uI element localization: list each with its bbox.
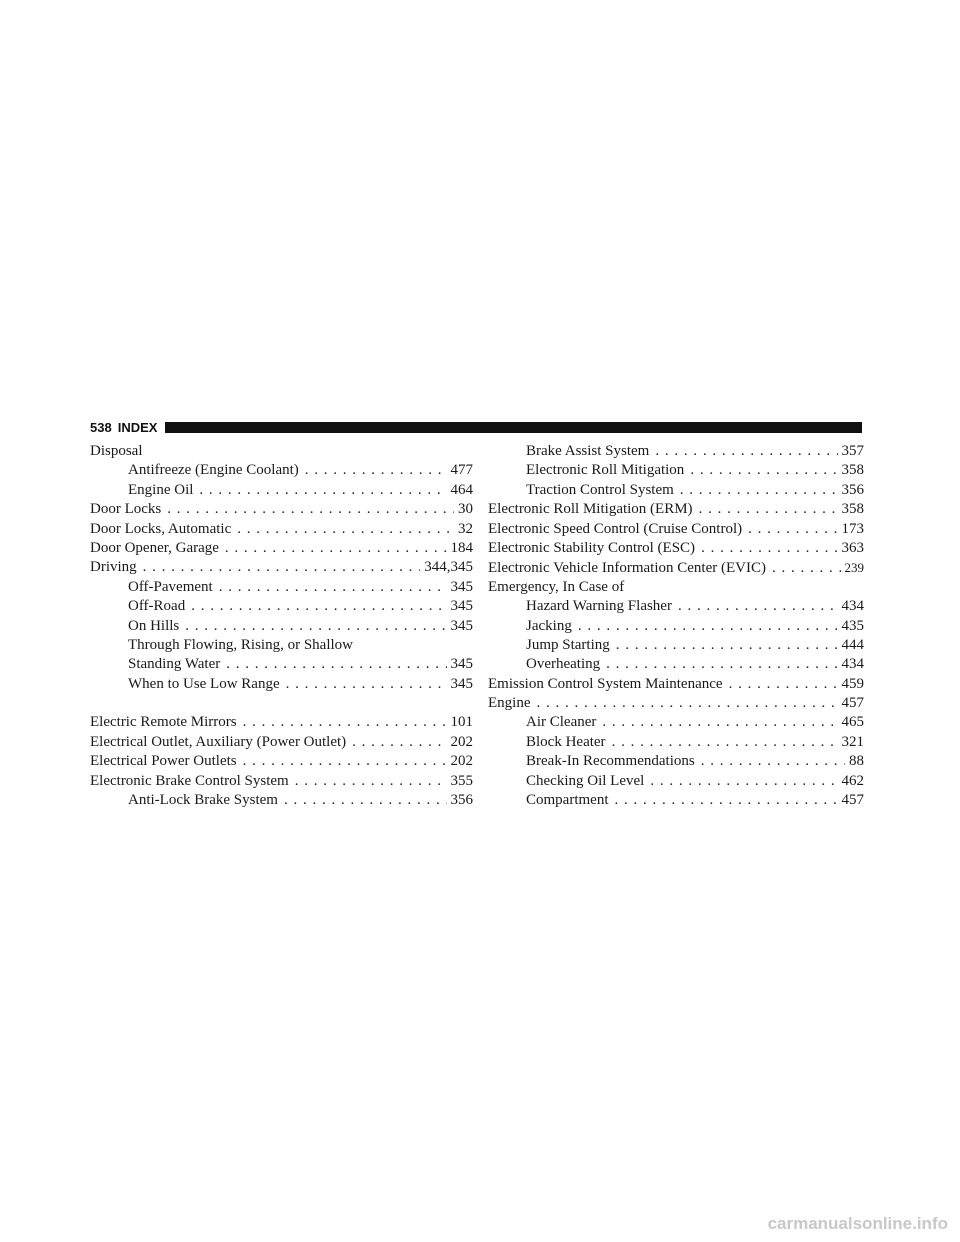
index-entry-term: Electronic Brake Control System bbox=[90, 772, 289, 789]
index-entry bbox=[488, 442, 864, 461]
index-entry-leader bbox=[650, 772, 837, 791]
index-entry-leader bbox=[606, 655, 837, 674]
index-entry-page: 321 bbox=[841, 733, 864, 750]
index-entry-leader bbox=[701, 539, 837, 558]
index-entry-term: Hazard Warning Flasher bbox=[526, 598, 672, 615]
index-entry-term: Electronic Stability Control (ESC) bbox=[488, 539, 696, 556]
index-entry-leader bbox=[243, 752, 447, 771]
index-column-left bbox=[90, 442, 473, 810]
index-entry-leader bbox=[612, 733, 838, 752]
index-entry-leader bbox=[295, 772, 447, 791]
index-entry-leader bbox=[191, 597, 446, 616]
index-entry bbox=[488, 617, 864, 636]
index-entry-term: Electric Remote Mirrors bbox=[90, 714, 237, 731]
index-entry-page: 358 bbox=[841, 501, 864, 518]
index-entry-page: 356 bbox=[450, 792, 473, 809]
index-entry bbox=[488, 461, 864, 480]
index-entry bbox=[90, 675, 473, 694]
index-entry-leader bbox=[243, 713, 447, 732]
index-entry-term: Electronic Speed Control (Cruise Control) bbox=[488, 520, 743, 537]
index-entry-term: Electronic Vehicle Information Center (EVIC) bbox=[488, 560, 766, 577]
index-entry-leader bbox=[678, 597, 838, 616]
index-entry-term: Electronic Roll Mitigation (ERM) bbox=[488, 501, 693, 518]
index-entry-page: 464 bbox=[450, 481, 473, 498]
index-entry-page: 101 bbox=[450, 714, 473, 731]
index-entry-leader bbox=[286, 675, 447, 694]
index-entry-leader bbox=[578, 617, 838, 636]
index-entry-term: Brake Assist System bbox=[526, 443, 650, 459]
index-entry-leader bbox=[690, 461, 837, 480]
index-entry-page: 30 bbox=[458, 501, 473, 518]
index-entry-page: 358 bbox=[841, 462, 864, 479]
index-entry-page: 202 bbox=[450, 733, 473, 750]
index-entry-leader bbox=[219, 578, 447, 597]
index-entry bbox=[90, 539, 473, 558]
index-entry bbox=[488, 539, 864, 558]
index-entry-leader bbox=[680, 481, 838, 500]
index-entry-leader bbox=[772, 559, 841, 578]
index-entry-page: 462 bbox=[841, 772, 864, 789]
index-entry bbox=[90, 617, 473, 636]
index-entry bbox=[90, 500, 473, 519]
index-entry bbox=[488, 791, 864, 810]
index-entry-page: 239 bbox=[844, 560, 864, 576]
index-entry-page: 184 bbox=[450, 539, 473, 556]
index-entry-leader bbox=[167, 500, 454, 519]
index-entry-term: Door Locks bbox=[90, 501, 162, 518]
index-entry bbox=[90, 655, 473, 674]
index-entry bbox=[90, 772, 473, 791]
index-entry bbox=[488, 500, 864, 519]
index-entry-page: 357 bbox=[841, 443, 864, 459]
index-entry-term: Anti-Lock Brake System bbox=[128, 792, 278, 809]
index-entry-leader bbox=[537, 694, 838, 713]
index-entry-leader bbox=[602, 713, 837, 732]
index-entry bbox=[488, 772, 864, 791]
index-entry-leader bbox=[729, 675, 838, 694]
index-entry-term: Block Heater bbox=[526, 733, 606, 750]
index-entry-page: 32 bbox=[458, 520, 473, 537]
index-entry-term: Compartment bbox=[526, 792, 609, 809]
index-entry bbox=[90, 713, 473, 732]
section-title: INDEX bbox=[117, 419, 158, 435]
watermark: carmanualsonline.info bbox=[767, 1214, 948, 1233]
index-entry-leader bbox=[185, 617, 446, 636]
index-entry-term: Emission Control System Maintenance bbox=[488, 675, 723, 692]
index-entry bbox=[90, 597, 473, 616]
index-entry-term: Electrical Outlet, Auxiliary (Power Outlet) bbox=[90, 733, 347, 750]
index-entry bbox=[488, 752, 864, 771]
index-entry bbox=[488, 733, 864, 752]
index-entry-page: 435 bbox=[841, 617, 864, 634]
index-entry bbox=[488, 655, 864, 674]
index-entry-term: Door Locks, Automatic bbox=[90, 520, 232, 537]
index-entry-leader bbox=[237, 520, 454, 539]
index-entry bbox=[90, 442, 473, 461]
index-entry-page: 344,345 bbox=[424, 559, 473, 576]
index-entry-term: Driving bbox=[90, 559, 137, 576]
index-entry-leader bbox=[615, 791, 838, 810]
index-entry bbox=[90, 752, 473, 771]
index-entry-term: Off-Pavement bbox=[128, 578, 213, 595]
index-entry-leader bbox=[616, 636, 838, 655]
index-entry-leader bbox=[284, 791, 447, 810]
index-entry-term: Disposal bbox=[90, 443, 143, 459]
index-entry bbox=[488, 520, 864, 539]
index-entry-leader bbox=[655, 442, 837, 461]
index-entry-leader bbox=[748, 520, 837, 539]
index-entry-page: 465 bbox=[841, 714, 864, 731]
index-entry-leader bbox=[199, 481, 446, 500]
index-entry-term: Air Cleaner bbox=[526, 714, 597, 731]
index-entry-page: 477 bbox=[450, 462, 473, 479]
index-entry-page: 434 bbox=[841, 656, 864, 673]
index-entry-page: 345 bbox=[450, 675, 473, 692]
index-entry-page: 88 bbox=[849, 753, 864, 770]
index-entry bbox=[90, 636, 473, 655]
index-entry-page: 345 bbox=[450, 617, 473, 634]
index-entry-term: On Hills bbox=[128, 617, 180, 634]
index-entry-term: Jacking bbox=[526, 617, 572, 634]
index-entry bbox=[90, 791, 473, 810]
index-entry-page: 356 bbox=[841, 481, 864, 498]
index-entry-term: Standing Water bbox=[128, 656, 221, 673]
index-entry-leader bbox=[352, 733, 446, 752]
index-entry bbox=[488, 636, 864, 655]
index-entry-page: 444 bbox=[841, 636, 864, 653]
index-entry-page: 459 bbox=[841, 675, 864, 692]
index-spacer bbox=[90, 694, 473, 713]
index-entry bbox=[90, 481, 473, 500]
index-entry-leader bbox=[305, 461, 447, 480]
index-entry-term: Off-Road bbox=[128, 598, 186, 615]
index-entry bbox=[90, 558, 473, 577]
index-entry-term: Emergency, In Case of bbox=[488, 578, 625, 595]
index-entry bbox=[90, 461, 473, 480]
index-entry-term: When to Use Low Range bbox=[128, 675, 280, 692]
index-entry bbox=[488, 578, 864, 597]
index-entry-term: Door Opener, Garage bbox=[90, 539, 219, 556]
index-entry bbox=[488, 481, 864, 500]
index-entry bbox=[488, 597, 864, 616]
index-entry bbox=[90, 520, 473, 539]
index-entry-page: 345 bbox=[450, 656, 473, 673]
index-entry bbox=[488, 558, 864, 577]
index-column-right bbox=[488, 442, 864, 810]
index-entry-term: Through Flowing, Rising, or Shallow bbox=[128, 636, 354, 653]
index-entry-leader bbox=[701, 752, 845, 771]
index-entry-leader bbox=[226, 655, 446, 674]
index-entry-leader bbox=[225, 539, 447, 558]
index-entry bbox=[488, 675, 864, 694]
index-entry-term: Electrical Power Outlets bbox=[90, 753, 237, 770]
page-header bbox=[90, 418, 862, 436]
index-entry-term: Overheating bbox=[526, 656, 601, 673]
index-entry-page: 345 bbox=[450, 598, 473, 615]
index-entry-page: 457 bbox=[841, 792, 864, 809]
index-entry-term: Break-In Recommendations bbox=[526, 753, 695, 770]
index-entry-page: 355 bbox=[450, 772, 473, 789]
index-entry-page: 345 bbox=[450, 578, 473, 595]
index-entry-leader bbox=[699, 500, 838, 519]
index-entry bbox=[90, 578, 473, 597]
index-entry-term: Checking Oil Level bbox=[526, 772, 645, 789]
index-entry bbox=[90, 733, 473, 752]
index-entry-term: Jump Starting bbox=[526, 636, 610, 653]
index-entry-page: 434 bbox=[841, 598, 864, 615]
index-entry-page: 457 bbox=[841, 695, 864, 712]
index-entry-page: 363 bbox=[841, 539, 864, 556]
index-entry-term: Electronic Roll Mitigation bbox=[526, 462, 685, 479]
index-entry-term: Engine Oil bbox=[128, 481, 194, 498]
index-entry-term: Engine bbox=[488, 695, 531, 712]
index-entry-leader bbox=[143, 558, 421, 577]
page-number: 538 bbox=[90, 419, 112, 435]
index-entry-term: Traction Control System bbox=[526, 481, 674, 498]
index-entry bbox=[488, 713, 864, 732]
index-entry-term: Antifreeze (Engine Coolant) bbox=[128, 462, 299, 479]
index-entry-page: 202 bbox=[450, 753, 473, 770]
index-entry bbox=[488, 694, 864, 713]
header-rule bbox=[165, 422, 862, 433]
index-entry-page: 173 bbox=[841, 520, 864, 537]
